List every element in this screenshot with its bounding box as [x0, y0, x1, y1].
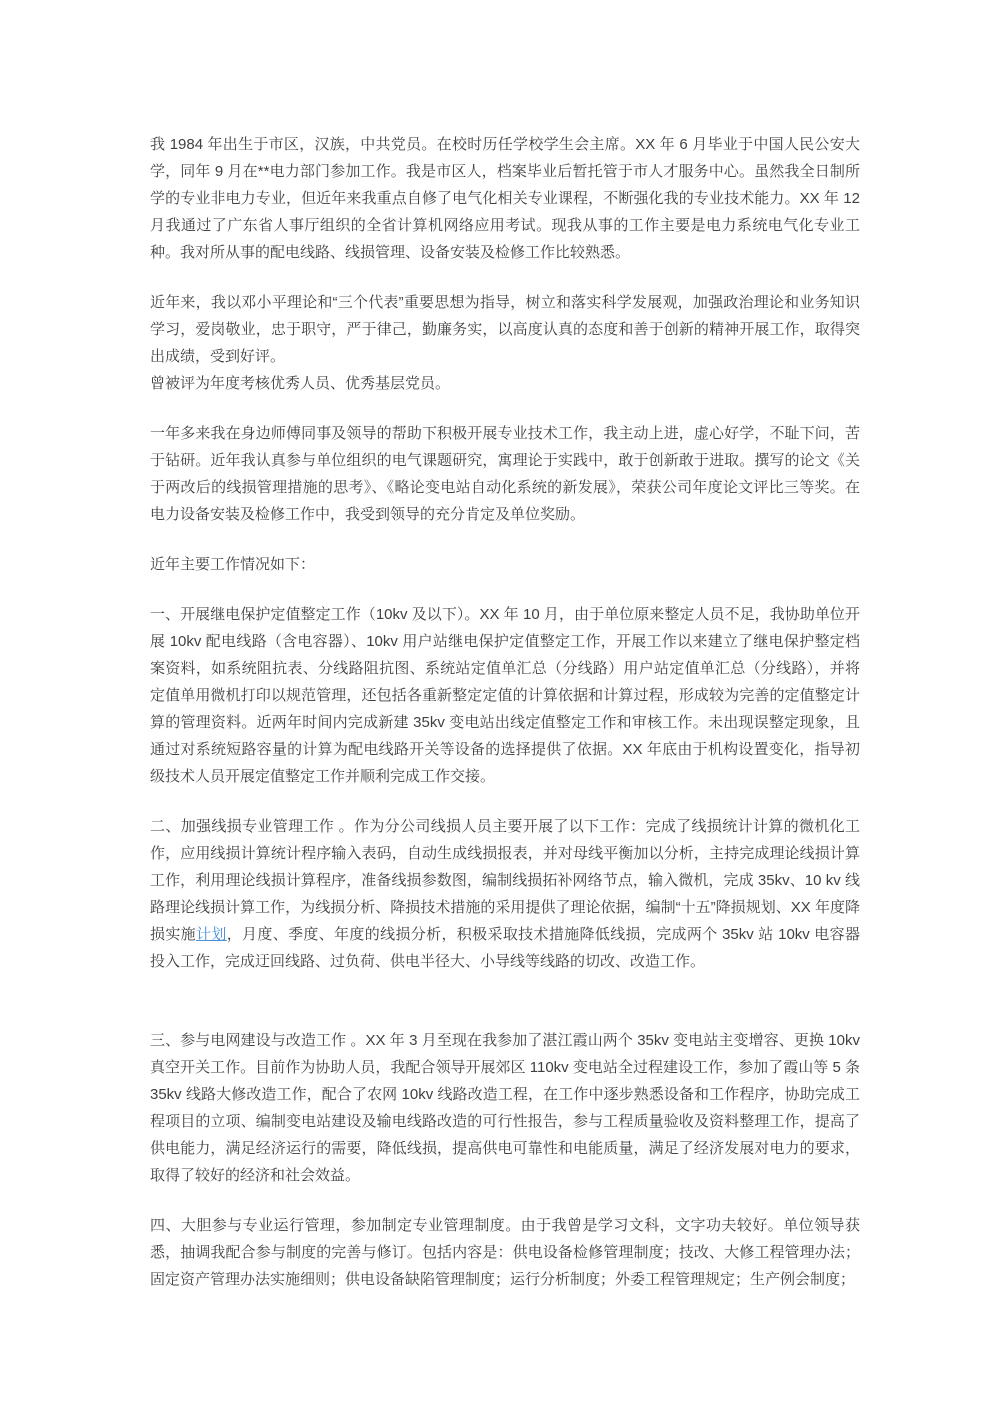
work-summary-heading: 近年主要工作情况如下： [150, 556, 316, 573]
paragraph-work-item-3: 三、参与电网建设与改造工作 。XX 年 3 月至现在我参加了湛江霞山两个 35kv 变电站主变增容、更换 10kv 真空开关工作。目前作为协助人员，我配合领导开展郊区 110kv 变电站全过程建设工作，参加了霞山等 5 条 35kv 线路大修改造工作，配合了农网 10kv 线路改造工程，在工作中逐步熟悉设备和工作程序，协助完成工程项目的立项、编制变电站建设及输电线路改造的可行性报告，参与工程质量验收及资料整理工作，提高了供电能力，满足经济运行的需要，降低线损，提高供电可靠性和电能质量，满足了经济发展对电力的要求，取得了较好的经济和社会效益。 [150, 1032, 860, 1184]
paragraph-work-item-2 [150, 813, 860, 975]
document-body [150, 0, 860, 1293]
work-item-2-text-before: 二、加强线损专业管理工作 。作为分公司线损人员主要开展了以下工作：完成了线损统计计算的微机化工作，应用线损计算统计程序输入表码，自动生成线损报表，并对母线平衡加以分析，主持完成理论线损计算工作，利用理论线损计算程序，准备线损参数图，编制线损拓补网络节点，输入微机，完成 35kv、10 kv 线路理论线损计算工作，为线损分析、降损技术措施的采用提供了理论依据，编制“十五”降损规划、XX 年度降损实施 [150, 818, 860, 943]
political-line-2: 曾被评为年度考核优秀人员、优秀基层党员。 [150, 375, 451, 392]
work-item-2-text-after: ，月度、季度、年度的线损分析，积极采取技术措施降低线损，完成两个 35kv 站 10kv 电容器投入工作，完成迂回线路、过负荷、供电半径大、小导线等线路的切改、改造工作。 [150, 926, 860, 970]
political-line-1: 近年来，我以邓小平理论和“三个代表”重要思想为指导，树立和落实科学发展观，加强政治理论和业务知识学习，爱岗敬业，忠于职守，严于律己，勤廉务实，以高度认真的态度和善于创新的精神开展工作，取得突出成绩，受到好评。 [150, 294, 860, 365]
paragraph-work-item-1: 一、开展继电保护定值整定工作（10kv 及以下）。XX 年 10 月，由于单位原来整定人员不足，我协助单位开展 10kv 配电线路（含电容器）、10kv 用户站继电保护定值整定工作，开展工作以来建立了继电保护整定档案资料，如系统阻抗表、分线路阻抗图、系统站定值单汇总（分线路）用户站定值单汇总（分线路），并将定值单用微机打印以规范管理，还包括各重新整定定值的计算依据和计算过程，形成较为完善的定值整定计算的管理资料。近两年时间内完成新建 35kv 变电站出线定值整定工作和审核工作。未出现误整定现象，且通过对系统短路容量的计算为配电线路开关等设备的选择提供了依据。XX 年底由于机构设置变化，指导初级技术人员开展定值整定工作并顺利完成工作交接。 [150, 606, 860, 785]
paragraph-work-item-4: 四、大胆参与专业运行管理，参加制定专业管理制度。由于我曾是学习文科，文字功夫较好。单位领导获悉，抽调我配合参与制度的完善与修订。包括内容是：供电设备检修管理制度；技改、大修工程管理办法；固定资产管理办法实施细则；供电设备缺陷管理制度；运行分析制度；外委工程管理规定；生产例会制度； [150, 1217, 860, 1288]
paragraph-political [150, 289, 860, 397]
paragraph-intro: 我 1984 年出生于市区，汉族，中共党员。在校时历任学校学生会主席。XX 年 6 月毕业于中国人民公安大学，同年 9 月在**电力部门参加工作。我是市区人，档案毕业后暂托管于市人才服务中心。虽然我全日制所学的专业非电力专业，但近年来我重点自修了电气化相关专业课程，不断强化我的专业技术能力。XX 年 12 月我通过了广东省人事厅组织的全省计算机网络应用考试。现我从事的工作主要是电力系统电气化专业工种。我对所从事的配电线路、线损管理、设备安装及检修工作比较熟悉。 [150, 136, 860, 261]
plan-link[interactable]: 计划 [196, 926, 227, 943]
paragraph-professional-growth: 一年多来我在身边师傅同事及领导的帮助下积极开展专业技术工作，我主动上进，虚心好学，不耻下问，苦于钻研。近年我认真参与单位组织的电气课题研究，寓理论于实践中，敢于创新敢于进取。撰写的论文《关于两改后的线损管理措施的思考》、《略论变电站自动化系统的新发展》，荣获公司年度论文评比三等奖。在电力设备安装及检修工作中，我受到领导的充分肯定及单位奖励。 [150, 425, 860, 523]
